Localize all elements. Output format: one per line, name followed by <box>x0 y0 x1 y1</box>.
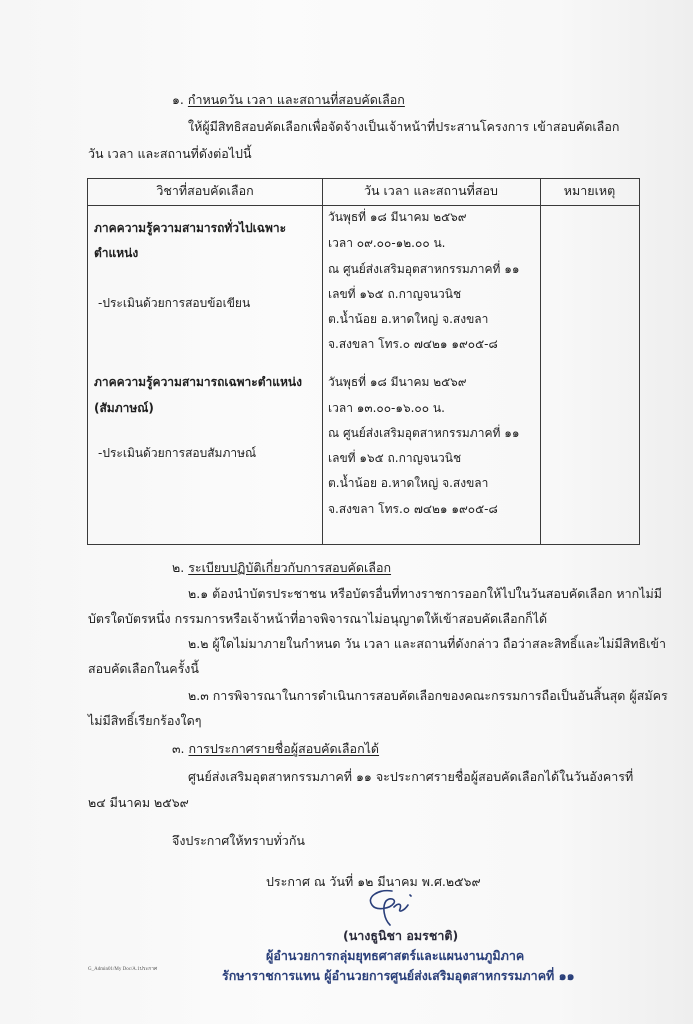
section2-heading <box>172 560 391 576</box>
section2-number: ๒. <box>172 560 185 575</box>
row1-schedule-date: วันพุธที่ ๑๘ มีนาคม ๒๕๖๙ <box>328 210 467 224</box>
section1-number: ๑. <box>172 92 184 107</box>
signatory-name: (นางธูนิชา อมรชาติ) <box>343 928 459 943</box>
section1-paragraph-line1: ให้ผู้มีสิทธิสอบคัดเลือกเพื่อจัดจ้างเป็นเจ้าหน้าที่ประสานโครงการ เข้าสอบคัดเลือก <box>188 119 620 134</box>
row2-method: -ประเมินด้วยการสอบสัมภาษณ์ <box>98 446 257 460</box>
header-subject: วิชาที่สอบคัดเลือก <box>156 183 254 198</box>
section3-title: การประกาศรายชื่อผู้สอบคัดเลือกได้ <box>188 741 380 756</box>
section1-title: กำหนดวัน เวลา และสถานที่สอบคัดเลือก <box>187 92 405 107</box>
section2-item1-line1: ๒.๑ ต้องนำบัตรประชาชน หรือบัตรอื่นที่ทางราชการออกให้ไปในวันสอบคัดเลือก หากไม่มี <box>188 586 662 601</box>
header-schedule: วัน เวลา และสถานที่สอบ <box>364 183 498 198</box>
row2-subject-line2: (สัมภาษณ์) <box>94 401 154 415</box>
section2-item3-line2: ไม่มีสิทธิ์เรียกร้องใดๆ <box>88 713 202 728</box>
announcement-date: ประกาศ ณ วันที่ ๑๒ มีนาคม พ.ศ.๒๕๖๙ <box>266 874 481 889</box>
row2-schedule-venue: ณ ศูนย์ส่งเสริมอุตสาหกรรมภาคที่ ๑๑ <box>328 426 520 440</box>
row1-schedule-phone: จ.สงขลา โทร.๐ ๗๔๒๑ ๑๙๐๕-๘ <box>328 337 498 351</box>
section3-number: ๓. <box>172 741 185 756</box>
row1-subject-line1: ภาคความรู้ความสามารถทั่วไปเฉพาะ <box>94 221 287 235</box>
section3-paragraph-line2: ๒๔ มีนาคม ๒๕๖๙ <box>88 795 189 810</box>
closing-announcement: จึงประกาศให้ทราบทั่วกัน <box>172 833 305 848</box>
row1-schedule-address: เลขที่ ๑๖๕ ถ.กาญจนวนิช <box>328 287 462 301</box>
row2-schedule-time: เวลา ๑๓.๐๐-๑๖.๐๐ น. <box>328 401 445 415</box>
row2-subject-line1: ภาคความรู้ความสามารถเฉพาะตำแหน่ง <box>94 375 302 389</box>
section3-heading <box>172 741 379 757</box>
section2-item1-line2: บัตรใดบัตรหนึ่ง กรรมการหรือเจ้าหน้าที่อาจพิจารณาไม่อนุญาตให้เข้าสอบคัดเลือกก็ได้ <box>88 611 548 626</box>
section2-item2-line1: ๒.๒ ผู้ใดไม่มาภายในกำหนด วัน เวลา และสถานที่ดังกล่าว ถือว่าสละสิทธิ์และไม่มีสิทธิเข้า <box>188 636 666 651</box>
section2-item2-line2: สอบคัดเลือกในครั้งนี้ <box>88 661 199 676</box>
signatory-title-line1: ผู้อำนวยการกลุ่มยุทธศาสตร์และแผนงานภูมิภาค <box>266 948 525 963</box>
section2-title: ระเบียบปฏิบัติเกี่ยวกับการสอบคัดเลือก <box>188 560 392 575</box>
row1-schedule-venue: ณ ศูนย์ส่งเสริมอุตสาหกรรมภาคที่ ๑๑ <box>328 262 520 276</box>
exam-schedule-table <box>87 178 640 545</box>
row2-schedule-date: วันพุธที่ ๑๘ มีนาคม ๒๕๖๙ <box>328 375 467 389</box>
section1-paragraph-line2: วัน เวลา และสถานที่ดังต่อไปนี้ <box>88 146 252 161</box>
signatory-title-line2: รักษาราชการแทน ผู้อำนวยการศูนย์ส่งเสริมอุตสาหกรรมภาคที่ ๑๑ <box>222 968 575 983</box>
section3-paragraph-line1: ศูนย์ส่งเสริมอุตสาหกรรมภาคที่ ๑๑ จะประกาศรายชื่อผู้สอบคัดเลือกได้ในวันอังคารที่ <box>188 769 634 784</box>
row1-method: -ประเมินด้วยการสอบข้อเขียน <box>98 296 251 310</box>
column-divider <box>540 179 541 544</box>
row2-schedule-phone: จ.สงขลา โทร.๐ ๗๔๒๑ ๑๙๐๕-๘ <box>328 502 498 516</box>
column-divider <box>322 179 323 544</box>
row1-subject-line2: ตำแหน่ง <box>94 246 139 260</box>
file-path-footer: G_Admin01/My Doc/A.1ประกาศ <box>88 967 158 972</box>
row2-schedule-district: ต.น้ำน้อย อ.หาดใหญ่ จ.สงขลา <box>328 476 489 490</box>
section1-heading <box>172 92 405 108</box>
header-remark: หมายเหตุ <box>563 183 616 198</box>
section2-item3-line1: ๒.๓ การพิจารณาในการดำเนินการสอบคัดเลือกของคณะกรรมการถือเป็นอันสิ้นสุด ผู้สมัคร <box>188 688 668 703</box>
row1-schedule-district: ต.น้ำน้อย อ.หาดใหญ่ จ.สงขลา <box>328 312 489 326</box>
row2-schedule-address: เลขที่ ๑๖๕ ถ.กาญจนวนิช <box>328 451 462 465</box>
header-divider <box>88 205 639 206</box>
row1-schedule-time: เวลา ๐๙.๐๐-๑๒.๐๐ น. <box>328 236 446 250</box>
